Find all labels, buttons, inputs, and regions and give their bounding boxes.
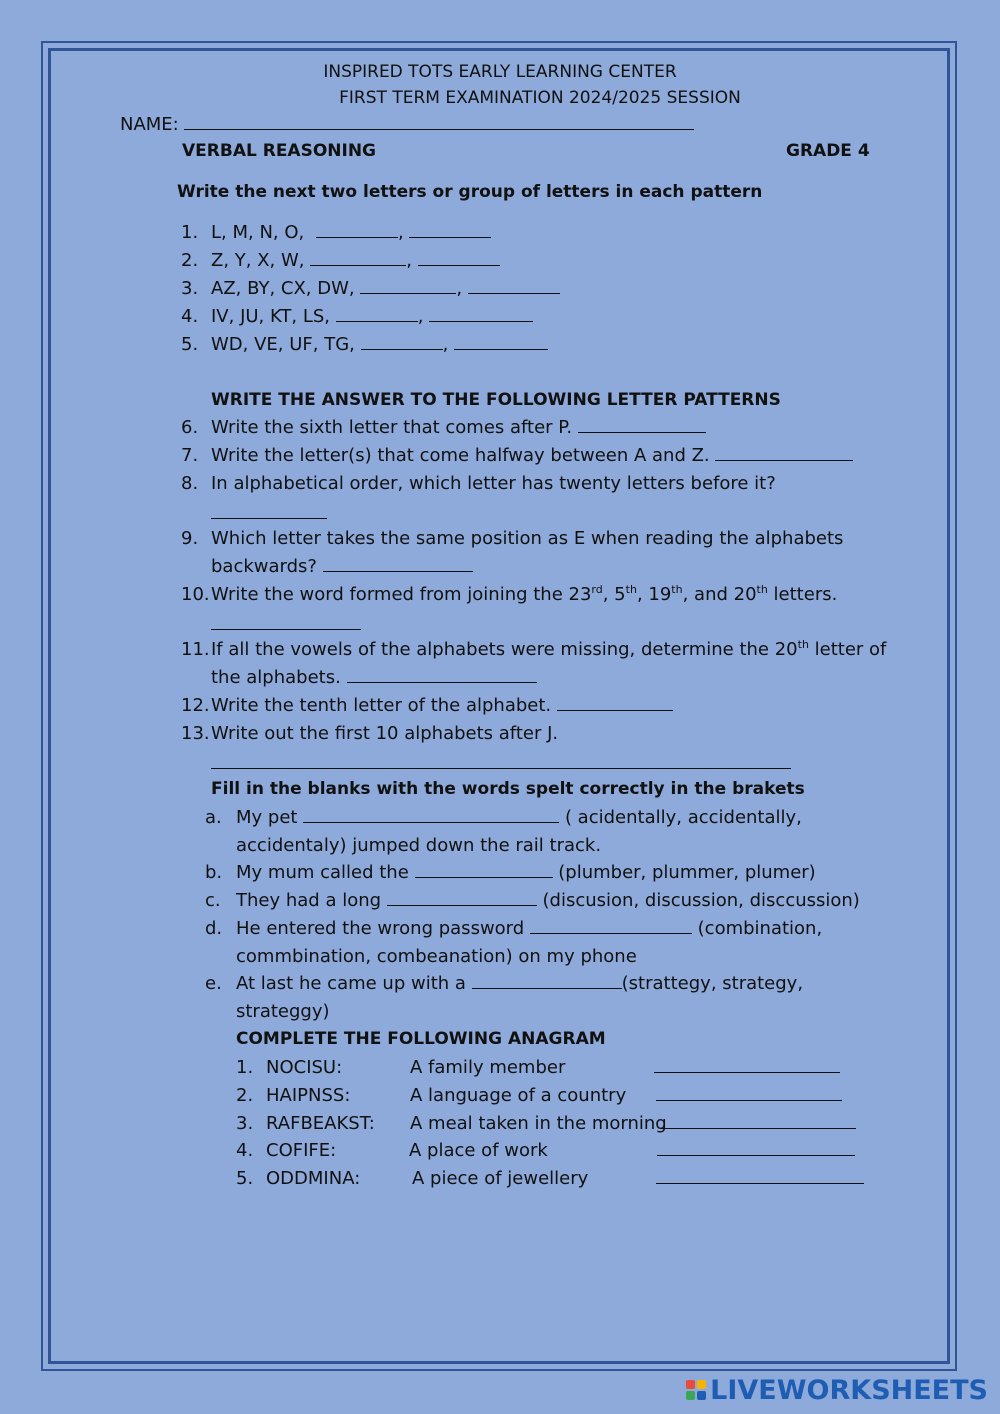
- question-8: In alphabetical order, which letter has twenty letters before it?: [211, 473, 776, 494]
- spelling-c: They had a long (discusion, discussion, disccussion): [236, 890, 860, 911]
- answer-blank[interactable]: [557, 695, 673, 711]
- question-text: backwards?: [211, 556, 317, 577]
- answer-blank[interactable]: [715, 445, 853, 461]
- question-10: Write the word formed from joining the 23rd, 5th, 19th, and 20th letters.: [211, 583, 838, 605]
- section4-heading: COMPLETE THE FOLLOWING ANAGRAM: [236, 1029, 606, 1049]
- anagram-word: COFIFE:: [266, 1140, 337, 1161]
- answer-blank[interactable]: [468, 278, 560, 294]
- section3-heading: Fill in the blanks with the words spelt correctly in the brakets: [211, 779, 805, 799]
- item-letter: e.: [205, 973, 222, 994]
- anagram-clue: A family member: [410, 1057, 566, 1078]
- anagram-clue: A piece of jewellery: [412, 1168, 589, 1189]
- answer-blank[interactable]: [360, 278, 456, 294]
- question-13: Write out the first 10 alphabets after J.: [211, 723, 559, 744]
- answer-blank[interactable]: [654, 1057, 840, 1073]
- name-blank[interactable]: [184, 114, 694, 130]
- subject-title: VERBAL REASONING: [182, 141, 377, 161]
- answer-blank[interactable]: [211, 614, 361, 630]
- name-row: [120, 114, 694, 135]
- question-11-line1: If all the vowels of the alphabets were missing, determine the 20th letter of: [211, 638, 887, 660]
- pattern-item: Z, Y, X, W, ,: [211, 250, 500, 271]
- spelling-e-line2: strateggy): [236, 1001, 330, 1022]
- exam-title: FIRST TERM EXAMINATION 2024/2025 SESSION: [339, 88, 741, 108]
- pattern-item: L, M, N, O, ,: [211, 222, 491, 243]
- item-number: 8.: [181, 473, 199, 494]
- item-letter: a.: [205, 807, 222, 828]
- question-text: Write the tenth letter of the alphabet.: [211, 695, 552, 716]
- item-number: 13.: [181, 723, 210, 744]
- answer-blank[interactable]: [656, 1168, 864, 1184]
- grade-label: GRADE 4: [786, 141, 870, 161]
- pattern-text: WD, VE, UF, TG,: [211, 334, 355, 355]
- question-text: Write the letter(s) that come halfway between A and Z.: [211, 445, 710, 466]
- answer-blank[interactable]: [347, 667, 537, 683]
- logo-icon: [686, 1380, 706, 1400]
- question-11-line2: [211, 667, 537, 688]
- section2-heading: WRITE THE ANSWER TO THE FOLLOWING LETTER PATTERNS: [211, 390, 781, 410]
- anagram-word: HAIPNSS:: [266, 1085, 351, 1106]
- item-number: 2.: [236, 1085, 254, 1106]
- logo-text: LIVEWORKSHEETS: [710, 1374, 988, 1406]
- item-number: 7.: [181, 445, 199, 466]
- question-text: the alphabets.: [211, 667, 341, 688]
- pattern-text: L, M, N, O,: [211, 222, 305, 243]
- liveworksheets-logo: [686, 1373, 988, 1407]
- answer-blank[interactable]: [454, 334, 548, 350]
- answer-blank[interactable]: [472, 973, 622, 989]
- answer-blank[interactable]: [656, 1085, 842, 1101]
- answer-blank[interactable]: [429, 306, 533, 322]
- item-number: 3.: [181, 278, 199, 299]
- question-7: [211, 445, 853, 466]
- item-number: 5.: [181, 334, 199, 355]
- item-number: 1.: [236, 1057, 254, 1078]
- question-text: Write the sixth letter that comes after P.: [211, 417, 573, 438]
- answer-blank[interactable]: [336, 306, 418, 322]
- item-number: 4.: [236, 1140, 254, 1161]
- spelling-a: My pet ( acidentally, accidentally,: [236, 807, 802, 828]
- answer-blank[interactable]: [387, 890, 537, 906]
- answer-blank[interactable]: [303, 807, 559, 823]
- answer-blank[interactable]: [409, 222, 491, 238]
- pattern-text: Z, Y, X, W,: [211, 250, 305, 271]
- item-number: 2.: [181, 250, 199, 271]
- item-number: 9.: [181, 528, 199, 549]
- answer-blank[interactable]: [316, 222, 398, 238]
- item-number: 6.: [181, 417, 199, 438]
- item-number: 5.: [236, 1168, 254, 1189]
- item-number: 1.: [181, 222, 199, 243]
- answer-blank[interactable]: [361, 334, 443, 350]
- item-number: 4.: [181, 306, 199, 327]
- answer-blank[interactable]: [418, 250, 500, 266]
- pattern-item: AZ, BY, CX, DW, ,: [211, 278, 560, 299]
- spelling-e: At last he came up with a (strattegy, strategy,: [236, 973, 804, 994]
- anagram-clue: A meal taken in the morning: [410, 1113, 667, 1134]
- pattern-text: IV, JU, KT, LS,: [211, 306, 331, 327]
- name-label: NAME:: [120, 114, 179, 135]
- item-number: 3.: [236, 1113, 254, 1134]
- spelling-d: He entered the wrong password (combination,: [236, 918, 823, 939]
- spelling-a-line2: accidentaly) jumped down the rail track.: [236, 835, 602, 856]
- anagram-word: NOCISU:: [266, 1057, 343, 1078]
- question-6: [211, 417, 706, 438]
- anagram-word: ODDMINA:: [266, 1168, 361, 1189]
- question-9-line1: Which letter takes the same position as E when reading the alphabets: [211, 528, 844, 549]
- spelling-d-line2: commbination, combeanation) on my phone: [236, 946, 637, 967]
- anagram-clue: A language of a country: [410, 1085, 627, 1106]
- anagram-word: RAFBEAKST:: [266, 1113, 375, 1134]
- answer-blank[interactable]: [415, 862, 553, 878]
- pattern-text: AZ, BY, CX, DW,: [211, 278, 355, 299]
- answer-blank[interactable]: [530, 918, 692, 934]
- answer-blank[interactable]: [211, 503, 327, 519]
- item-letter: b.: [205, 862, 223, 883]
- answer-blank[interactable]: [657, 1140, 855, 1156]
- question-12: [211, 695, 673, 716]
- answer-blank[interactable]: [310, 250, 406, 266]
- answer-blank[interactable]: [578, 417, 706, 433]
- item-number: 12.: [181, 695, 210, 716]
- item-letter: c.: [205, 890, 221, 911]
- answer-blank[interactable]: [323, 556, 473, 572]
- answer-blank[interactable]: [660, 1113, 856, 1129]
- item-letter: d.: [205, 918, 223, 939]
- item-number: 10.: [181, 584, 210, 605]
- spelling-b: My mum called the (plumber, plummer, plumer): [236, 862, 816, 883]
- school-name: INSPIRED TOTS EARLY LEARNING CENTER: [323, 62, 677, 82]
- pattern-item: IV, JU, KT, LS, ,: [211, 306, 533, 327]
- item-number: 11.: [181, 639, 210, 660]
- anagram-clue: A place of work: [409, 1140, 548, 1161]
- pattern-item: WD, VE, UF, TG, ,: [211, 334, 548, 355]
- section1-instruction: Write the next two letters or group of letters in each pattern: [177, 182, 763, 202]
- answer-blank[interactable]: [211, 753, 791, 769]
- question-9-line2: [211, 556, 473, 577]
